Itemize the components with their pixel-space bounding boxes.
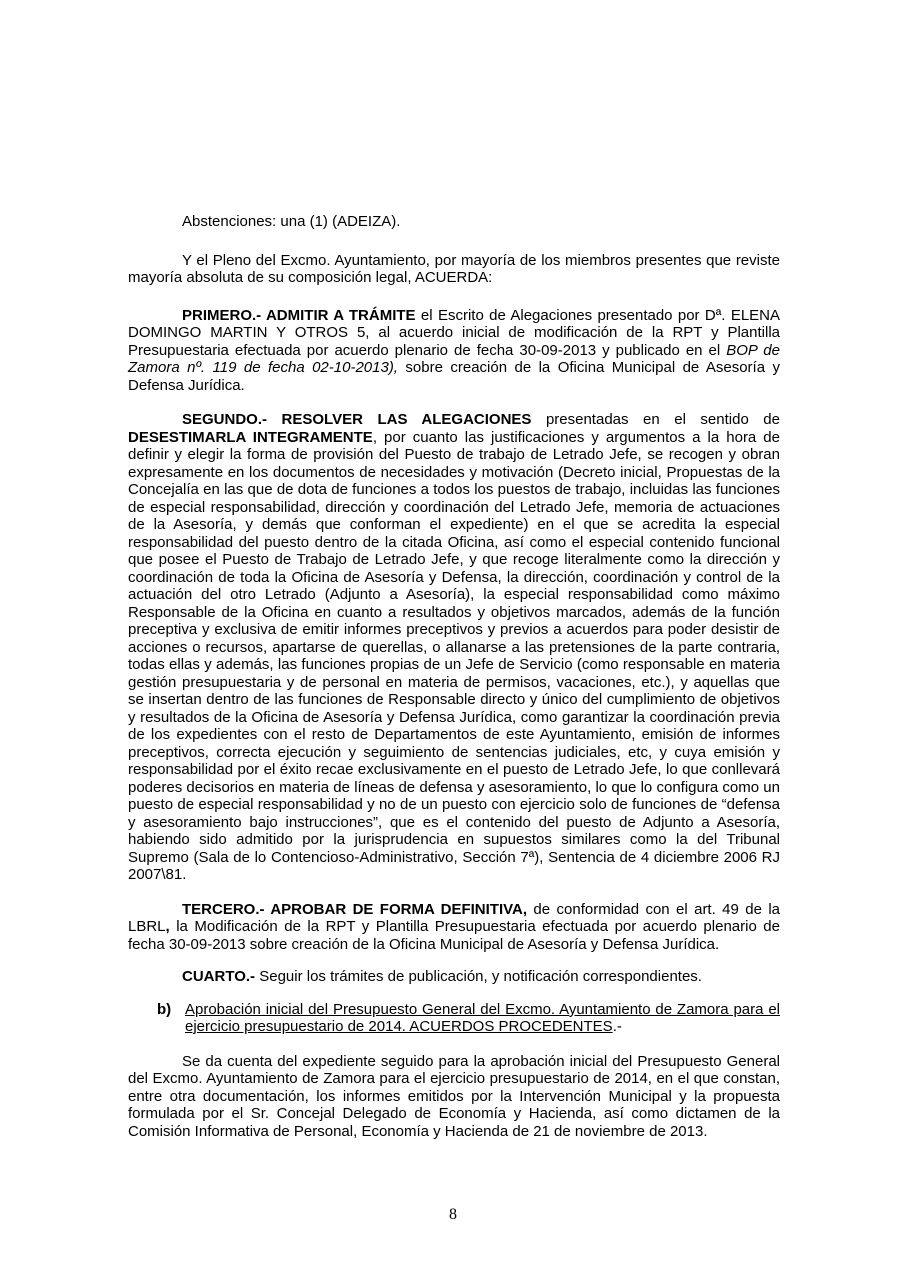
page-number: 8 — [449, 1206, 457, 1223]
cuarto-paragraph — [128, 968, 780, 986]
item-b-title — [185, 1001, 780, 1036]
primero-italic: BOP de Zamora nº. 119 de fecha 02-10-2013), — [128, 341, 780, 376]
segundo-text-2: , por cuanto las justificaciones y argumentos a la hora de definir y elegir la forma de provisión del Puesto de trabajo de Letrado Jefe, se recogen y obran expresamente en los documentos de necesidades y motivación (Decreto inicial, Propuestas de la Concejalía en las que de dota de funciones a todos los puestos de trabajo, incluidas las funciones de especial responsabilidad, dirección y coordinación del Letrado Jefe, memoria de actuaciones de la Asesoría, y demás que conforman el expediente) en el que se acredita la especial responsabilidad del puesto dentro de la citada Oficina, así como el especial contenido funcional que posee el Puesto de Trabajo de Letrado Jefe, y que recoge literalmente como la dirección y coordinación de toda la Oficina de Asesoría y Defensa, la dirección, coordinación y control de la actuación del otro Letrado (Adjunto a Asesoría), la especial responsabilidad como máximo Responsable de la Oficina en cuanto a resultados y objetivos marcados, además de la función preceptiva y exclusiva de emitir informes preceptivos y previos a acuerdos para poder desistir de acciones o recursos, apartarse de querellas, o allanarse a las pretensiones de la parte contraria, todas ellas y además, las funciones propias de un Jefe de Servicio (como responsable en materia gestión presupuestaria y de personal en materia de permisos, vacaciones, etc.), y aquellas que se insertan dentro de las funciones de Responsable directo y único del cumplimiento de objetivos y resultados de la Oficina de Asesoría y Defensa Jurídica, como garantizar la coordinación previa de los expedientes con el resto de Departamentos de este Ayuntamiento, emisión de informes preceptivos, correcta ejecución y seguimiento de sentencias judiciales, etc, y cuya emisión y responsabilidad por el éxito recae exclusivamente en el puesto de Letrado Jefe, lo que conllevará poderes decisorios en materia de líneas de defensa y asesoramiento, lo que lo configura como un puesto de especial responsabilidad y no de un puesto con ejercicio solo de funciones de “defensa y asesoramiento bajo instrucciones”, que es el contenido del puesto de Adjunto a Asesoría, habiendo sido admitido por la jurisprudencia en supuestos similares como la del Tribunal Supremo (Sala de lo Contencioso-Administrativo, Sección 7ª), Sentencia de 4 diciembre 2006 RJ 2007\81. — [128, 428, 780, 883]
tercero-heading: TERCERO.- APROBAR DE FORMA DEFINITIVA, — [182, 900, 528, 918]
abstenciones-line: Abstenciones: una (1) (ADEIZA). — [182, 213, 401, 230]
pleno-paragraph: Y el Pleno del Excmo. Ayuntamiento, por mayoría de los miembros presentes que reviste mayoría absoluta de su composición legal, ACUERDA: — [128, 251, 780, 286]
item-b-suffix: .- — [612, 1018, 622, 1035]
item-b-label: b) — [157, 1000, 172, 1018]
segundo-paragraph — [128, 411, 780, 884]
segundo-bold: DESESTIMARLA INTEGRAMENTE — [128, 428, 373, 446]
primero-text-2: sobre creación de la Oficina Municipal de Asesoría y Defensa Jurídica. — [128, 359, 780, 394]
item-b-underlined: Aprobación inicial del Presupuesto General del Excmo. Ayuntamiento de Zamora para el ejercicio presupuestario de 2014. ACUERDOS PROCEDENTES — [185, 1000, 780, 1035]
tercero-text-1: de conformidad con el art. 49 de la LBRL — [128, 900, 780, 935]
document-body — [128, 213, 780, 1140]
primero-heading: PRIMERO.- ADMITIR A TRÁMITE — [182, 306, 416, 324]
cuarto-text: Seguir los trámites de publicación, y notificación correspondientes. — [255, 968, 702, 985]
segundo-heading: SEGUNDO.- RESOLVER LAS ALEGACIONES — [182, 411, 532, 428]
segundo-text-1: presentadas en el sentido de — [531, 411, 780, 428]
item-b — [128, 1001, 780, 1036]
cuarto-heading: CUARTO.- — [182, 968, 256, 985]
tercero-text-2: la Modificación de la RPT y Plantilla Presupuestaria efectuada por acuerdo plenario de fecha 30-09-2013 sobre creación de la Oficina Municipal de Asesoría y Defensa Jurídica. — [128, 918, 780, 953]
tercero-paragraph — [128, 901, 780, 954]
primero-text-1: el Escrito de Alegaciones presentado por Dª. ELENA DOMINGO MARTIN Y OTROS 5, al acuerdo inicial de modificación de la RPT y Plantilla Presupuestaria efectuada por acuerdo plenario de fecha 30-09-2013 y publicado en el — [128, 306, 781, 359]
tercero-bold: , — [165, 918, 170, 935]
primero-paragraph — [128, 307, 780, 395]
cuenta-paragraph: Se da cuenta del expediente seguido para la aprobación inicial del Presupuesto General del Excmo. Ayuntamiento de Zamora para el ejercicio presupuestario de 2014, en el que constan, entre otra documentación, los informes emitidos por la Intervención Municipal y la propuesta formulada por el Sr. Concejal Delegado de Economía y Hacienda, así como dictamen de la Comisión Informativa de Personal, Economía y Hacienda de 21 de noviembre de 2013. — [128, 1052, 780, 1140]
